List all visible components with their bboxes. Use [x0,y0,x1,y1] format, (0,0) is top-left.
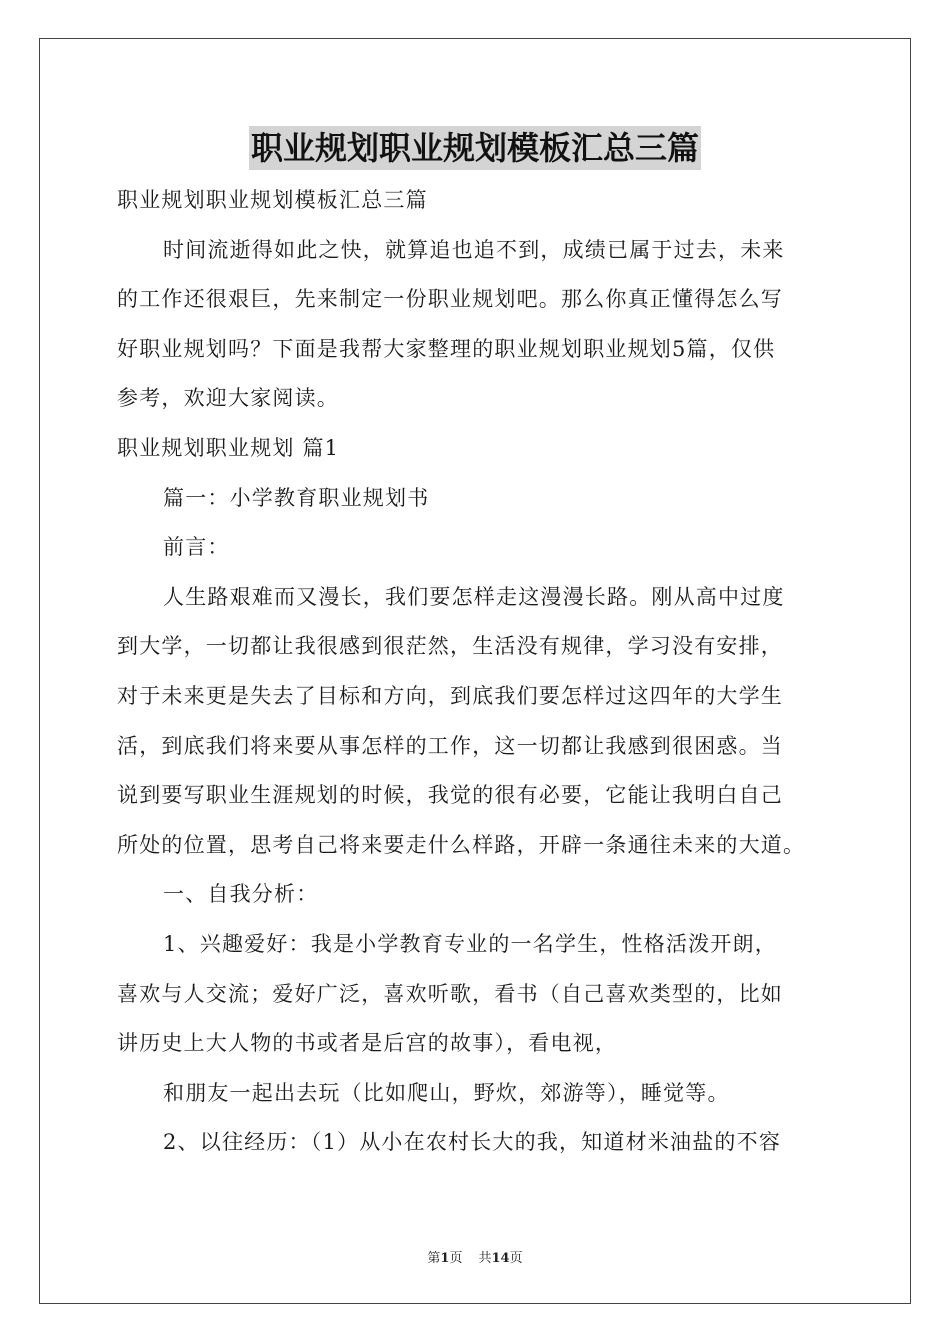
paragraph-line: 参考，欢迎大家阅读。 [117,386,339,411]
paragraph-line: 和朋友一起出去玩（比如爬山，野炊，郊游等），睡觉等。 [163,1080,730,1105]
paragraph-line: 人生路艰难而又漫长，我们要怎样走这漫漫长路。刚从高中过度 [163,584,785,609]
document-title: 职业规划职业规划模板汇总三篇 [249,126,701,170]
section-heading: 职业规划职业规划 篇1 [117,435,340,460]
paragraph-line: 时间流逝得如此之快，就算追也追不到，成绩已属于过去，未来 [163,237,785,262]
paragraph-line: 一、自我分析： [163,882,319,907]
title-container [0,126,950,170]
paragraph-line: 1、兴趣爱好：我是小学教育专业的一名学生，性格活泼开朗， [163,931,777,956]
paragraph-line: 前言： [163,535,230,560]
subtitle-line: 职业规划职业规划模板汇总三篇 [117,188,428,212]
paragraph-line: 篇一：小学教育职业规划书 [163,485,430,510]
total-suffix: 页 [509,1251,523,1266]
paragraph-line: 喜欢与人交流；爱好广泛，喜欢听歌，看书（自己喜欢类型的，比如 [117,981,783,1006]
total-pages: 14 [491,1251,510,1266]
paragraph-line: 所处的位置，思考自己将来要走什么样路，开辟一条通往未来的大道。 [117,832,806,857]
page-number: 1 [440,1251,450,1266]
total-prefix: 共 [478,1251,492,1266]
paragraph-line: 2、以往经历：（1）从小在农村长大的我，知道材米油盐的不容 [163,1130,782,1155]
paragraph-line: 说到要写职业生涯规划的时候，我觉的很有必要，它能让我明白自己 [117,783,783,808]
paragraph-line: 好职业规划吗？下面是我帮大家整理的职业规划职业规划5篇，仅供 [117,336,776,361]
paragraph-line: 到大学，一切都让我很感到很茫然，生活没有规律，学习没有安排， [117,634,783,659]
paragraph-line: 的工作还很艰巨，先来制定一份职业规划吧。那么你真正懂得怎么写 [117,287,783,312]
paragraph-line: 对于未来更是失去了目标和方向，到底我们要怎样过这四年的大学生 [117,683,783,708]
paragraph-line: 讲历史上大人物的书或者是后宫的故事），看电视， [117,1031,618,1056]
document-body [117,176,842,1168]
paragraph-line: 活，到底我们将来要从事怎样的工作，这一切都让我感到很困惑。当 [117,733,783,758]
page-prefix: 第 [427,1251,441,1266]
page-suffix: 页 [449,1251,463,1266]
page-footer [0,1247,950,1266]
